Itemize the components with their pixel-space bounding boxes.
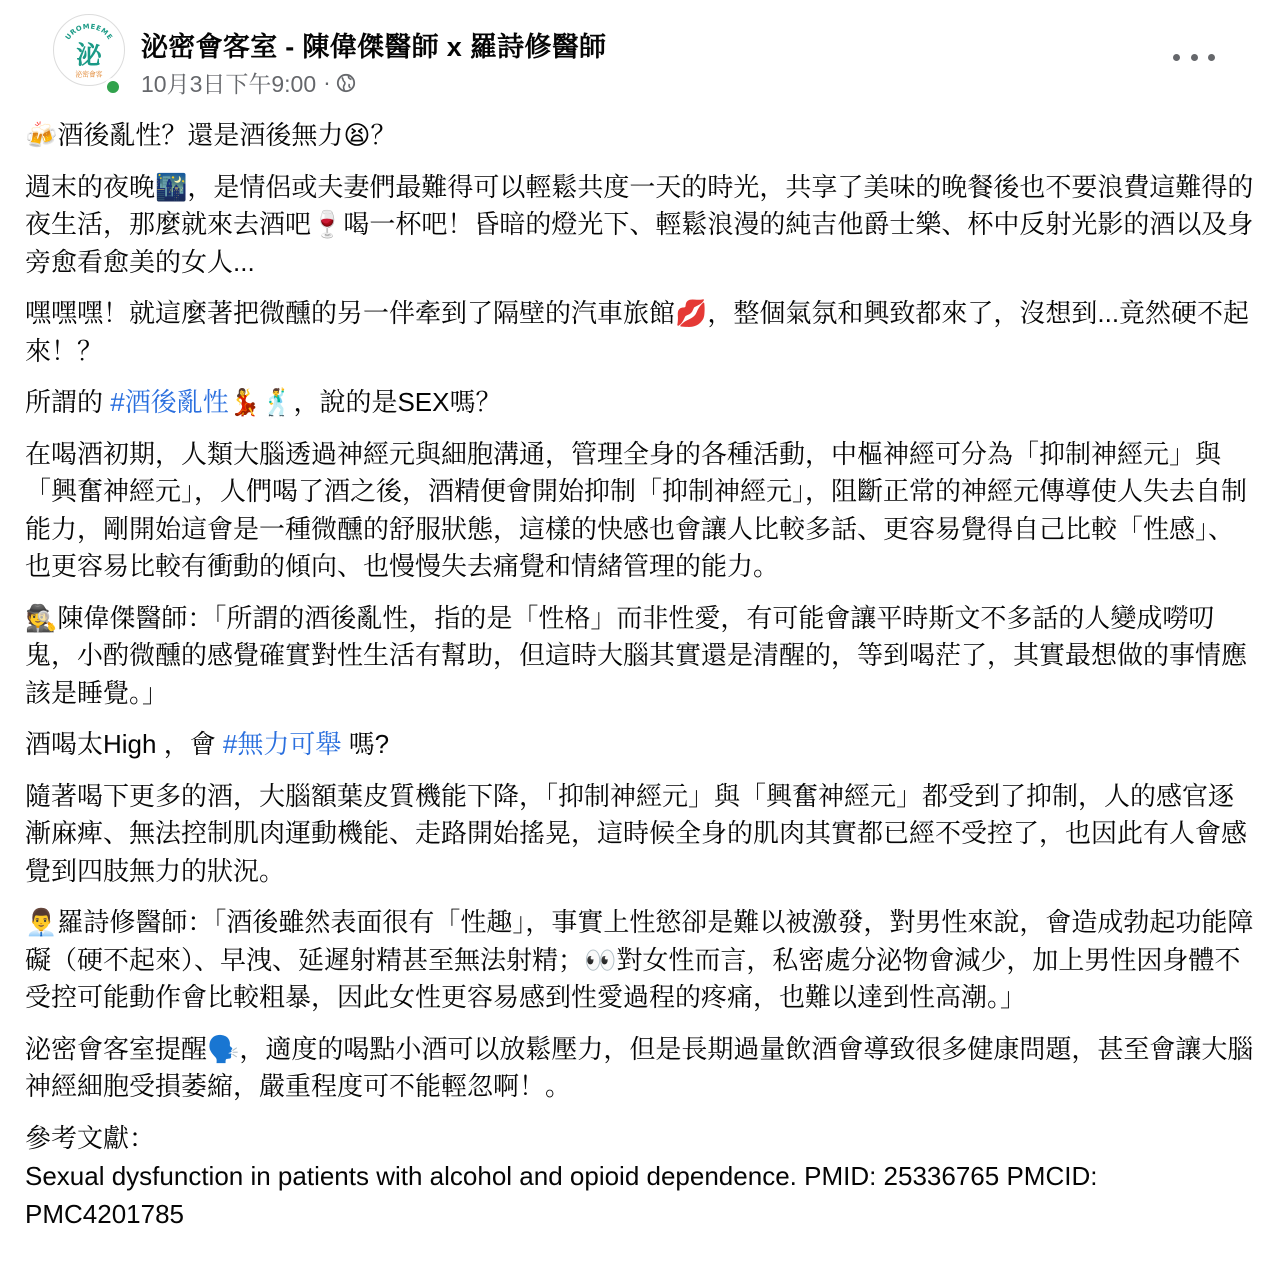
post-paragraph: 👨‍💼羅詩修醫師：「酒後雖然表面很有「性趣」，事實上性慾卻是難以被激發，對男性來說，會造成勃起功能障礙（硬不起來）、早洩、延遲射精甚至無法射精；👀對女性而言，私密處分泌物會減少，加上男性因身體不受控可能動作會比較粗暴，因此女性更容易感到性愛過程的疼痛，也難以達到性高潮。」 xyxy=(25,907,1254,1012)
paragraph-text: 嗎? xyxy=(341,729,390,759)
post-paragraph: 週末的夜晚🌃，是情侶或夫妻們最難得可以輕鬆共度一天的時光，共享了美味的晚餐後也不要浪費這難得的夜生活，那麼就來去酒吧🍷喝一杯吧！昏暗的燈光下、輕鬆浪漫的純吉他爵士樂、杯中反射光影的酒以及身旁愈看愈美的女人... xyxy=(25,171,1254,277)
avatar-sub-text: 泌密會客 xyxy=(75,70,103,79)
avatar[interactable] xyxy=(53,14,125,86)
avatar-text: 泌 xyxy=(76,40,102,70)
post-paragraph: 隨著喝下更多的酒，大腦額葉皮質機能下降，「抑制神經元」與「興奮神經元」都受到了抑制，人的感官逐漸麻痺、無法控制肌肉運動機能、走路開始搖晃，這時候全身的肌肉其實都已經不受控了，也因此有人會感覺到四肢無力的狀況。 xyxy=(25,780,1248,886)
globe-icon[interactable] xyxy=(336,73,356,93)
meta-separator: · xyxy=(323,69,331,95)
reference-text: Sexual dysfunction in patients with alcohol and opioid dependence. PMID: 25336765 PMCID: PMC4201785 xyxy=(25,1161,1098,1229)
post-paragraph: 泌密會客室提醒🗣️，適度的喝點小酒可以放鬆壓力，但是長期過量飲酒會導致很多健康問題，甚至會讓大腦神經細胞受損萎縮，嚴重程度可不能輕忽啊！。 xyxy=(25,1033,1254,1101)
hashtag-link[interactable]: #酒後亂性 xyxy=(110,387,229,417)
more-options-button[interactable] xyxy=(1173,44,1215,70)
post-paragraph: 在喝酒初期，人類大腦透過神經元與細胞溝通，管理全身的各種活動，中樞神經可分為「抑制神經元」與「興奮神經元」，人們喝了酒之後，酒精便會開始抑制「抑制神經元」，阻斷正常的神經元傳導使人失去自制能力，剛開始這會是一種微醺的舒服狀態，這樣的快感也會讓人比較多話、更容易覺得自己比較「性感」、也更容易比較有衝動的傾向、也慢慢失去痛覺和情緒管理的能力。 xyxy=(25,438,1248,581)
more-options-icon xyxy=(1173,54,1180,61)
post-meta xyxy=(141,66,356,99)
post-paragraph xyxy=(25,384,1255,422)
post-paragraph: 嘿嘿嘿！就這麼著把微醺的另一伴牽到了隔壁的汽車旅館💋，整個氣氛和興致都來了，沒想到...竟然硬不起來！？ xyxy=(25,298,1250,366)
paragraph-text: 所謂的 xyxy=(25,387,111,417)
post-header xyxy=(25,0,1255,108)
post-paragraph: 🍻酒後亂性？還是酒後無力😫？ xyxy=(25,120,397,150)
references-heading: 參考文獻： xyxy=(25,1122,156,1153)
post-paragraph xyxy=(25,726,1255,764)
svg-text:UROMEEME xyxy=(64,22,114,41)
post-timestamp-link[interactable]: 10月3日下午9:00 xyxy=(141,71,317,97)
post-paragraph: 🕵陳偉傑醫師：「所謂的酒後亂性，指的是「性格」而非性愛，有可能會讓平時斯文不多話的人變成嘮叨鬼，小酌微醺的感覺確實對性生活有幫助，但這時大腦其實還是清醒的，等到喝茫了，其實最想做的事情應該是睡覺。」 xyxy=(25,602,1248,708)
paragraph-text: 酒喝太High ，會 xyxy=(25,729,223,759)
avatar-ring-text: UROMEEME xyxy=(63,22,115,42)
hashtag-link[interactable]: #無力可舉 xyxy=(222,729,342,759)
online-status-icon xyxy=(104,78,122,96)
paragraph-text: 💃🕺，說的是SEX嗎？ xyxy=(228,387,502,417)
post-body xyxy=(25,117,1255,1233)
page-name-link[interactable]: 泌密會客室 - 陳偉傑醫師 x 羅詩修醫師 xyxy=(141,32,607,62)
page-logo-icon xyxy=(54,15,124,85)
